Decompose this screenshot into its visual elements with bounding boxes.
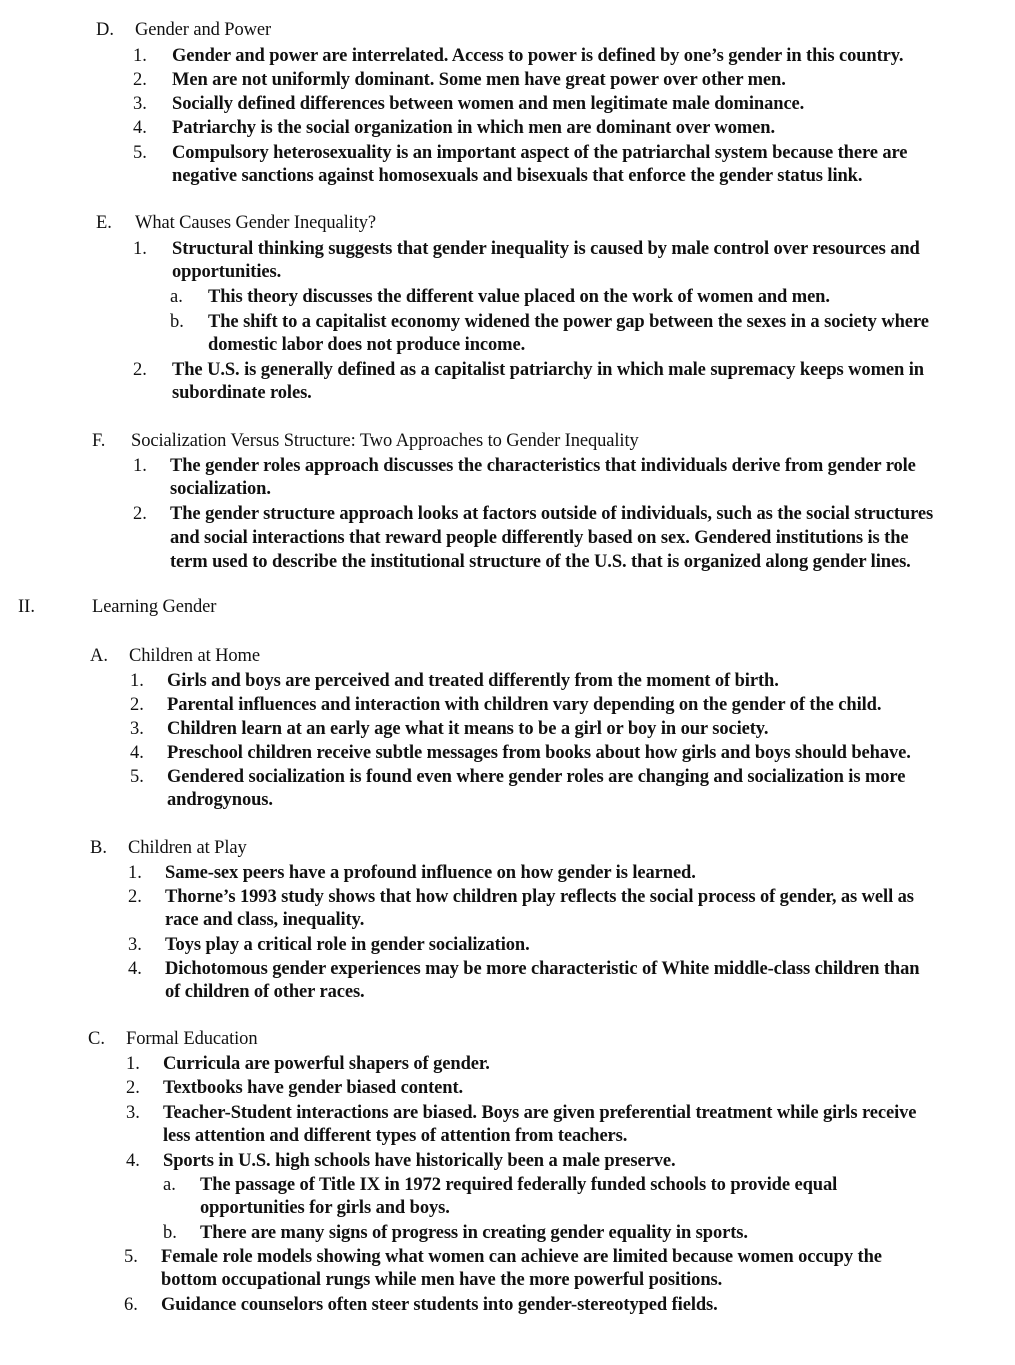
list-item: The gender roles approach discusses the characteristics that individuals derive from gender role: [170, 456, 916, 476]
list-item: Men are not uniformly dominant. Some men have great power over other men.: [172, 70, 786, 90]
list-item-continuation: less attention and different types of attention from teachers.: [163, 1126, 628, 1146]
section-title: Children at Home: [129, 646, 260, 666]
list-item: Same-sex peers have a profound influence on how gender is learned.: [165, 863, 696, 883]
item-marker: 3.: [133, 94, 147, 114]
list-subitem-continuation: opportunities for girls and boys.: [200, 1198, 450, 1218]
list-item: Gendered socialization is found even where gender roles are changing and socialization is more: [167, 767, 906, 787]
item-marker: 3.: [130, 719, 144, 739]
item-marker: 1.: [133, 456, 147, 476]
list-item: Thorne’s 1993 study shows that how children play reflects the social process of gender, as well as: [165, 887, 914, 907]
list-item: Patriarchy is the social organization in which men are dominant over women.: [172, 118, 775, 138]
item-marker: 2.: [126, 1078, 140, 1098]
section-title: Children at Play: [128, 838, 247, 858]
list-item: Socially defined differences between women and men legitimate male dominance.: [172, 94, 805, 114]
list-subitem: This theory discusses the different value placed on the work of women and men.: [208, 287, 830, 307]
part-title: Learning Gender: [92, 597, 217, 617]
list-item-continuation: term used to describe the institutional structure of the U.S. that is organized along gender lines.: [170, 552, 911, 572]
list-item: Girls and boys are perceived and treated differently from the moment of birth.: [167, 671, 779, 691]
list-item: Teacher-Student interactions are biased. Boys are given preferential treatment while girls receive: [163, 1103, 917, 1123]
list-item-continuation: opportunities.: [172, 262, 282, 282]
subitem-marker: a.: [163, 1175, 176, 1195]
list-item: Guidance counselors often steer students into gender-stereotyped fields.: [161, 1295, 718, 1315]
item-marker: 2.: [133, 70, 147, 90]
item-marker: 4.: [133, 118, 147, 138]
item-marker: 2.: [133, 360, 147, 380]
list-subitem-continuation: domestic labor does not produce income.: [208, 335, 526, 355]
list-item-continuation: bottom occupational rungs while men have the more powerful positions.: [161, 1270, 723, 1290]
list-subitem: The passage of Title IX in 1972 required federally funded schools to provide equal: [200, 1175, 838, 1195]
item-marker: 2.: [133, 504, 147, 524]
list-item-continuation: race and class, inequality.: [165, 910, 365, 930]
item-marker: 4.: [126, 1151, 140, 1171]
list-item-continuation: negative sanctions against homosexuals and bisexuals that enforce the gender status link.: [172, 166, 863, 186]
subitem-marker: a.: [170, 287, 183, 307]
list-item: Preschool children receive subtle messages from books about how girls and boys should behave.: [167, 743, 911, 763]
section-marker: D.: [96, 20, 114, 40]
list-item: Children learn at an early age what it means to be a girl or boy in our society.: [167, 719, 769, 739]
list-item: Parental influences and interaction with children vary depending on the gender of the child.: [167, 695, 882, 715]
item-marker: 1.: [126, 1054, 140, 1074]
item-marker: 3.: [128, 935, 142, 955]
list-item: Female role models showing what women can achieve are limited because women occupy the: [161, 1247, 882, 1267]
item-marker: 1.: [133, 46, 147, 66]
list-item: Structural thinking suggests that gender inequality is caused by male control over resources and: [172, 239, 920, 259]
item-marker: 5.: [133, 143, 147, 163]
section-marker: C.: [88, 1029, 105, 1049]
section-marker: A.: [90, 646, 108, 666]
list-item: Gender and power are interrelated. Access to power is defined by one’s gender in this country.: [172, 46, 904, 66]
section-title: What Causes Gender Inequality?: [135, 213, 377, 233]
section-title: Socialization Versus Structure: Two Approaches to Gender Inequality: [131, 431, 639, 451]
item-marker: 2.: [128, 887, 142, 907]
subitem-marker: b.: [163, 1223, 177, 1243]
list-item: Toys play a critical role in gender socialization.: [165, 935, 530, 955]
list-item-continuation: androgynous.: [167, 790, 273, 810]
section-marker: E.: [96, 213, 112, 233]
item-marker: 4.: [130, 743, 144, 763]
section-marker: B.: [90, 838, 107, 858]
subitem-marker: b.: [170, 312, 184, 332]
section-marker: F.: [92, 431, 106, 451]
item-marker: 5.: [130, 767, 144, 787]
list-item: Sports in U.S. high schools have historically been a male preserve.: [163, 1151, 676, 1171]
item-marker: 1.: [128, 863, 142, 883]
list-subitem: There are many signs of progress in creating gender equality in sports.: [200, 1223, 748, 1243]
list-item: The U.S. is generally defined as a capitalist patriarchy in which male supremacy keeps women in: [172, 360, 924, 380]
part-marker: II.: [18, 597, 35, 617]
item-marker: 6.: [124, 1295, 138, 1315]
list-item: Compulsory heterosexuality is an important aspect of the patriarchal system because there are: [172, 143, 908, 163]
list-item: Dichotomous gender experiences may be more characteristic of White middle-class children than: [165, 959, 920, 979]
list-item-continuation: and social interactions that reward people differently based on sex. Gendered institutions is the: [170, 528, 909, 548]
item-marker: 5.: [124, 1247, 138, 1267]
item-marker: 4.: [128, 959, 142, 979]
item-marker: 2.: [130, 695, 144, 715]
list-item-continuation: socialization.: [170, 479, 271, 499]
list-subitem: The shift to a capitalist economy widened the power gap between the sexes in a society where: [208, 312, 929, 332]
section-title: Gender and Power: [135, 20, 272, 40]
item-marker: 1.: [130, 671, 144, 691]
list-item-continuation: subordinate roles.: [172, 383, 312, 403]
list-item: Curricula are powerful shapers of gender.: [163, 1054, 490, 1074]
item-marker: 3.: [126, 1103, 140, 1123]
item-marker: 1.: [133, 239, 147, 259]
list-item: Textbooks have gender biased content.: [163, 1078, 464, 1098]
list-item-continuation: of children of other races.: [165, 982, 365, 1002]
section-title: Formal Education: [126, 1029, 258, 1049]
list-item: The gender structure approach looks at factors outside of individuals, such as the social structures: [170, 504, 934, 524]
